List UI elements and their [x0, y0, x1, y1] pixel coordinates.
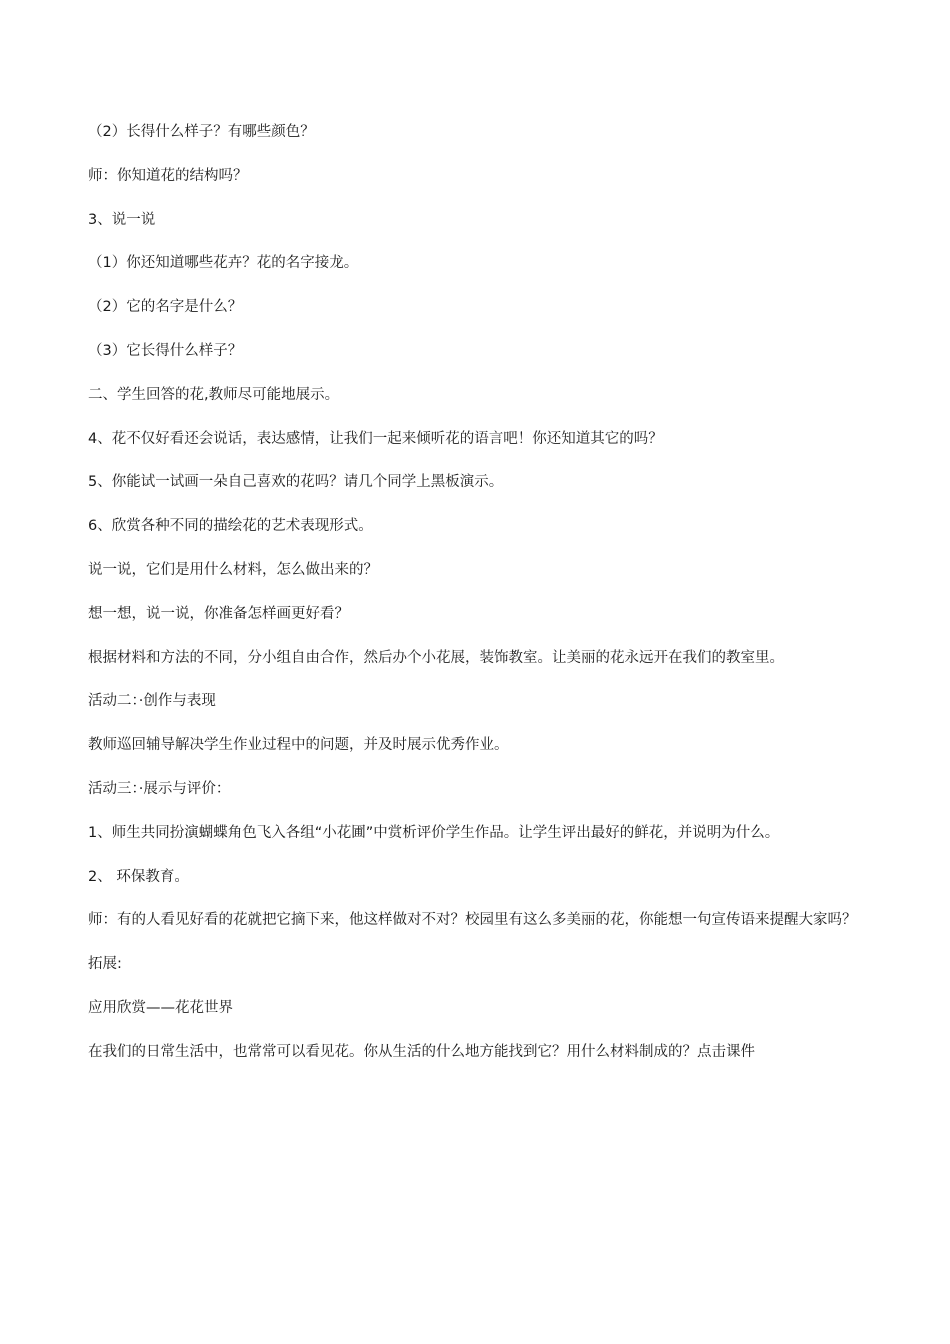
paragraph: 想一想，说一说，你准备怎样画更好看？	[88, 605, 349, 622]
paragraph: 3、说一说	[88, 211, 156, 228]
paragraph: 二、学生回答的花,教师尽可能地展示。	[88, 386, 340, 403]
paragraph: 5、你能试一试画一朵自己喜欢的花吗？请几个同学上黑板演示。	[88, 474, 504, 491]
paragraph: 活动二：·创作与表现	[88, 693, 216, 710]
paragraph: 4、花不仅好看还会说话，表达感情，让我们一起来倾听花的语言吧！你还知道其它的吗？	[88, 430, 663, 447]
paragraph: 师：有的人看见好看的花就把它摘下来，他这样做对不对？校园里有这么多美丽的花，你能想一句宣传语来提醒大家吗？	[88, 912, 857, 929]
paragraph: （2）它的名字是什么？	[88, 299, 243, 316]
paragraph: 根据材料和方法的不同，分小组自由合作，然后办个小花展，装饰教室。让美丽的花永远开在我们的教室里。	[88, 649, 784, 666]
document-body	[88, 118, 863, 1082]
paragraph: （3）它长得什么样子？	[88, 342, 243, 359]
paragraph: 6、欣赏各种不同的描绘花的艺术表现形式。	[88, 518, 373, 535]
paragraph: 师：你知道花的结构吗？	[88, 167, 248, 184]
paragraph: 说一说，它们是用什么材料，怎么做出来的？	[88, 561, 378, 578]
paragraph: 拓展:	[88, 956, 122, 973]
paragraph: 2、 环保教育。	[88, 868, 189, 885]
paragraph: 应用欣赏——花花世界	[88, 999, 233, 1016]
paragraph: 教师巡回辅导解决学生作业过程中的问题，并及时展示优秀作业。	[88, 737, 509, 754]
paragraph: 活动三：·展示与评价：	[88, 780, 231, 797]
paragraph: （2）长得什么样子？有哪些颜色？	[88, 124, 315, 140]
paragraph: 在我们的日常生活中，也常常可以看见花。你从生活的什么地方能找到它？用什么材料制成的？点击课件	[88, 1043, 755, 1060]
paragraph: 1、师生共同扮演蝴蝶角色飞入各组“小花圃”中赏析评价学生作品。让学生评出最好的鲜花，并说明为什么。	[88, 824, 780, 841]
paragraph: （1）你还知道哪些花卉？花的名字接龙。	[88, 255, 359, 272]
